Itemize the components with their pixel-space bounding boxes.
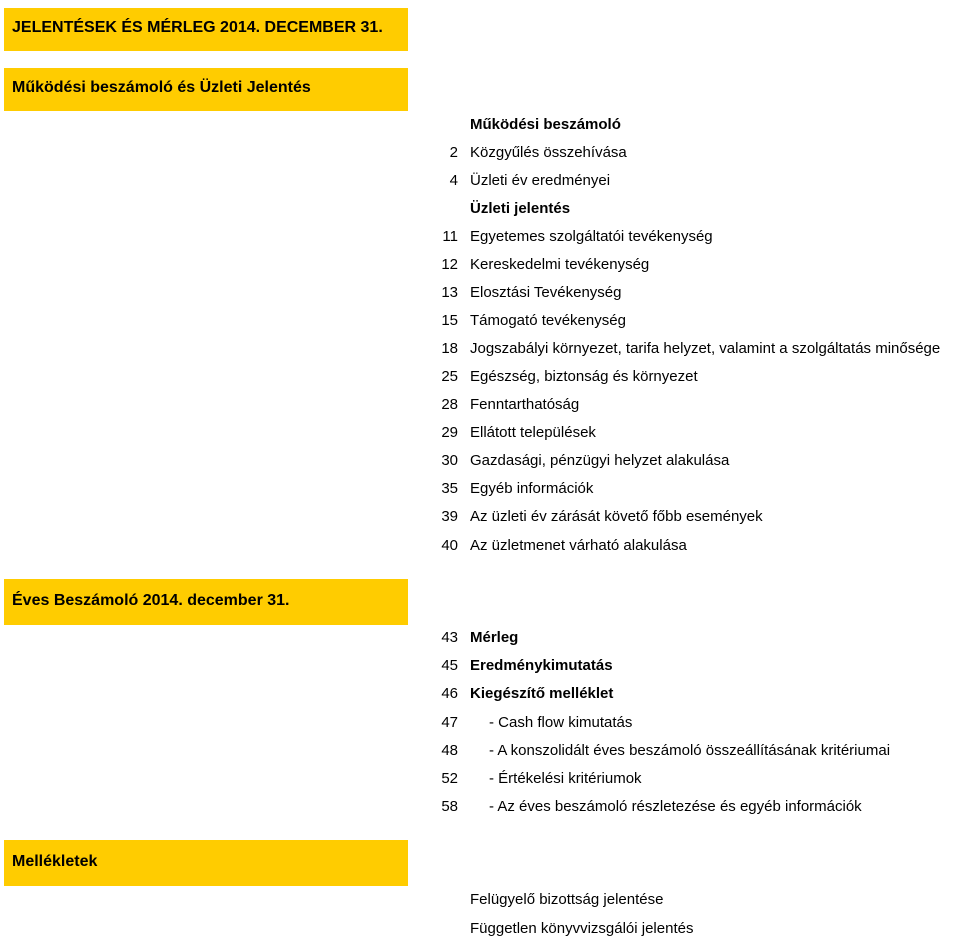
toc-entry: Fenntarthatóság (470, 396, 580, 413)
toc-page-number: 25 (441, 368, 458, 385)
toc-page-number: 47 (441, 714, 458, 731)
toc-entry: Mérleg (470, 629, 519, 646)
toc-entry: - Cash flow kimutatás (489, 714, 633, 731)
toc-page-number: 45 (441, 657, 458, 674)
toc-entry: Felügyelő bizottság jelentése (470, 891, 664, 908)
toc-page-number: 18 (441, 340, 458, 357)
toc-entry: Független könyvvizsgálói jelentés (470, 920, 694, 937)
toc-entry: Üzleti év eredményei (470, 172, 611, 189)
toc-page-number: 12 (441, 256, 458, 273)
section-header-annual-report (4, 579, 408, 625)
toc-page-number: 13 (441, 284, 458, 301)
toc-entry: Eredménykimutatás (470, 657, 613, 674)
section-title: Éves Beszámoló 2014. december 31. (12, 592, 290, 609)
toc-page-number: 4 (449, 172, 458, 189)
toc-entry: Kiegészítő melléklet (470, 685, 614, 702)
toc-entry: Az üzletmenet várható alakulása (470, 537, 687, 554)
toc-page-number: 46 (441, 685, 458, 702)
toc-page-number: 15 (441, 312, 458, 329)
section-title: Mellékletek (12, 853, 98, 870)
subheading-business-report: Üzleti jelentés (470, 200, 571, 217)
toc-entry: - A konszolidált éves beszámoló összeállításának kritériumai (489, 742, 891, 759)
toc-entry: Ellátott települések (470, 424, 596, 441)
toc-entry: Közgyűlés összehívása (470, 144, 627, 161)
toc-entry: Jogszabályi környezet, tarifa helyzet, valamint a szolgáltatás minősége (470, 340, 941, 357)
section-title: Működési beszámoló és Üzleti Jelentés (12, 79, 311, 96)
toc-entry: Az üzleti év zárását követő főbb események (470, 508, 763, 525)
toc-page-number: 2 (449, 144, 458, 161)
toc-entry: Egyetemes szolgáltatói tevékenység (470, 228, 713, 245)
toc-entry: Gazdasági, pénzügyi helyzet alakulása (470, 452, 730, 469)
document-title-text: JELENTÉSEK ÉS MÉRLEG 2014. DECEMBER 31. (12, 19, 383, 36)
toc-entry: Támogató tevékenység (470, 312, 626, 329)
toc-page-number: 29 (441, 424, 458, 441)
toc-entry: Kereskedelmi tevékenység (470, 256, 650, 273)
toc-entry: Elosztási Tevékenység (470, 284, 622, 301)
toc-page-number: 48 (441, 742, 458, 759)
toc-page-number: 52 (441, 770, 458, 787)
toc-entry: Egészség, biztonság és környezet (470, 368, 698, 385)
toc-page-number: 28 (441, 396, 458, 413)
toc-entry: - Értékelési kritériumok (489, 770, 642, 787)
section-header-operating-report (4, 68, 408, 111)
toc-page-number: 30 (441, 452, 458, 469)
section-header-appendices (4, 840, 408, 886)
subheading-operating-report: Működési beszámoló (470, 116, 621, 133)
toc-entry: - Az éves beszámoló részletezése és egyéb információk (489, 798, 862, 815)
toc-page-number: 58 (441, 798, 458, 815)
toc-page-number: 43 (441, 629, 458, 646)
toc-page-number: 35 (441, 480, 458, 497)
toc-page-number: 40 (441, 537, 458, 554)
toc-entry: Egyéb információk (470, 480, 594, 497)
toc-page-number: 11 (442, 228, 458, 245)
document-title (4, 8, 408, 51)
toc-page-number: 39 (441, 508, 458, 525)
